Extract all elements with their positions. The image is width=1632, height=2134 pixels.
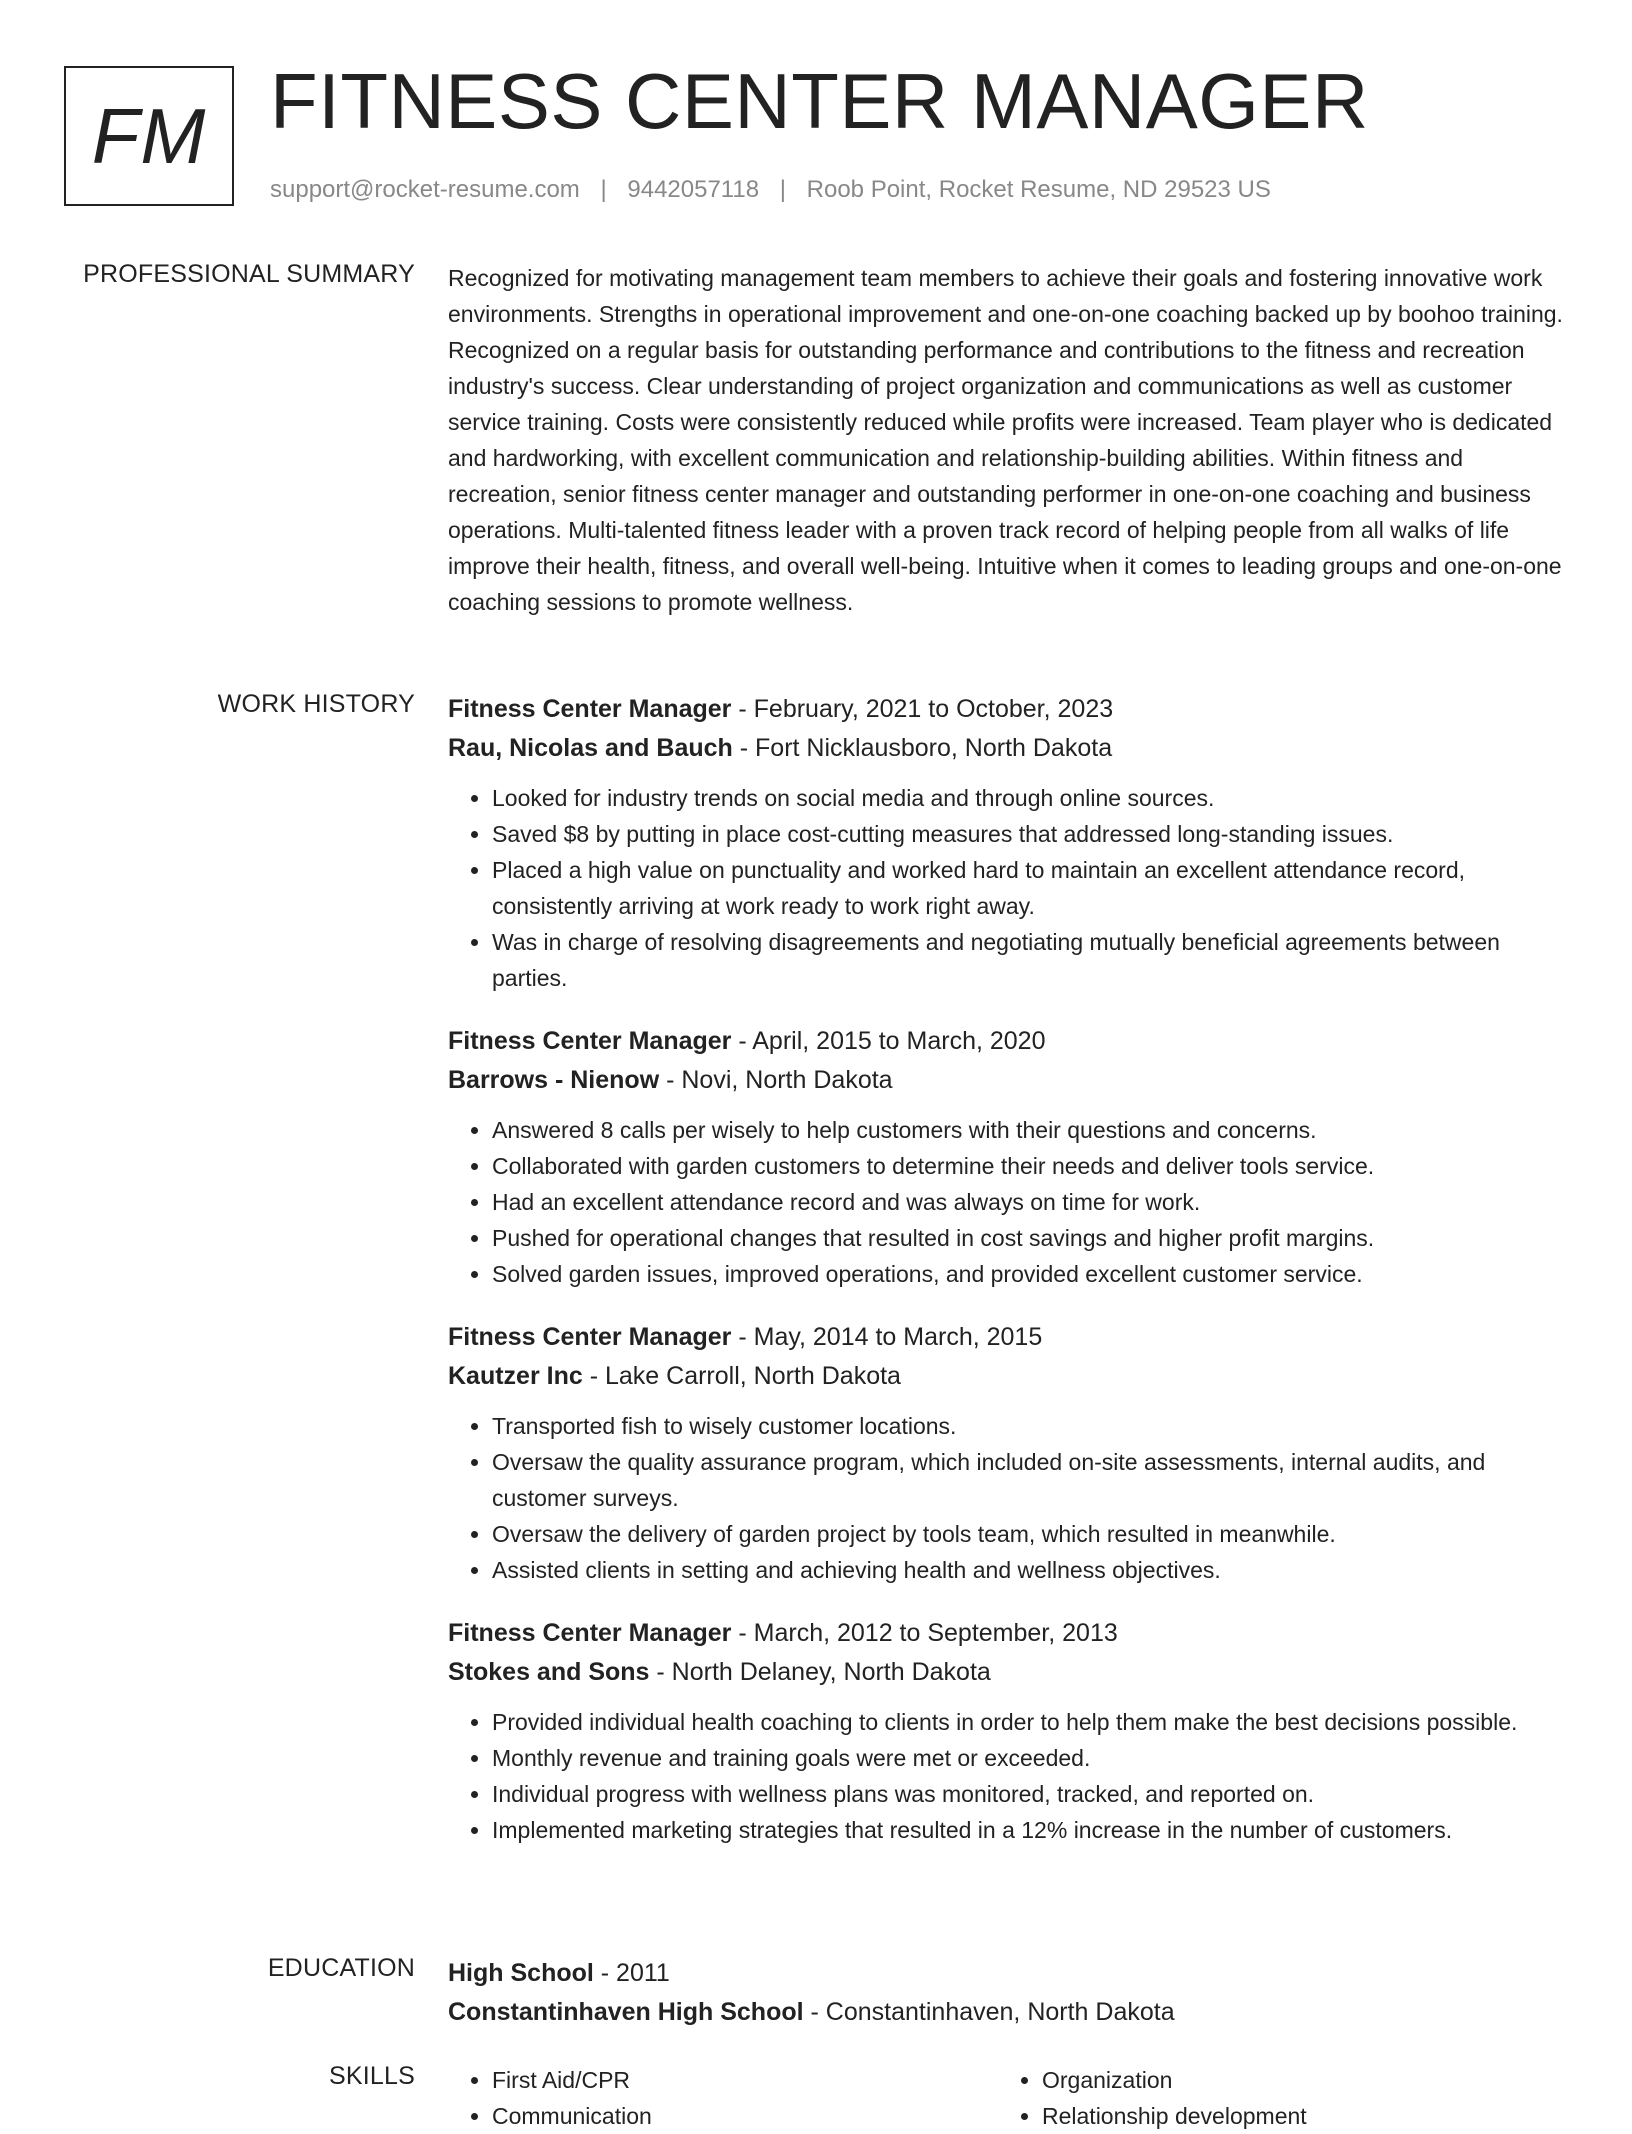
job-entry [448,1318,1568,1588]
job-location: - Lake Carroll, North Dakota [582,1362,901,1390]
job-company-line [448,729,1568,768]
section-label-education: EDUCATION [267,1954,415,1982]
job-title-line [448,1614,1568,1653]
job-title: Fitness Center Manager [448,1027,732,1055]
contact-email: support@rocket-resume.com [270,176,580,203]
skills-grid [448,2062,1568,2134]
skill-item: • Communication [492,2098,998,2134]
job-bullet: • Solved garden issues, improved operations, and provided excellent customer service. [492,1256,1568,1292]
job-title-line [448,1318,1568,1357]
skill-item: • First Aid/CPR [492,2062,998,2098]
job-bullets [448,1112,1568,1292]
job-bullet: • Was in charge of resolving disagreements and negotiating mutually beneficial agreements between parties. [492,924,1568,996]
education-degree: High School [448,1959,594,1987]
section-label-summary: PROFESSIONAL SUMMARY [83,260,415,288]
job-dates: - May, 2014 to March, 2015 [731,1323,1043,1351]
contact-line [270,176,1271,204]
section-label-work-history: WORK HISTORY [217,690,415,718]
job-company-line [448,1061,1568,1100]
job-bullets [448,780,1568,996]
contact-separator: | [600,176,607,203]
job-company-line [448,1653,1568,1692]
job-entry [448,1614,1568,1848]
job-company-line [448,1357,1568,1396]
job-entry [448,1022,1568,1292]
job-bullet: • Looked for industry trends on social media and through online sources. [492,780,1568,816]
job-title-line [448,1022,1568,1061]
job-bullet: • Saved $8 by putting in place cost-cutting measures that addressed long-standing issues. [492,816,1568,852]
job-bullet: • Individual progress with wellness plans was monitored, tracked, and reported on. [492,1776,1568,1812]
contact-separator: | [779,176,786,203]
job-bullet: • Provided individual health coaching to clients in order to help them make the best decisions possible. [492,1704,1568,1740]
job-bullet: • Pushed for operational changes that resulted in cost savings and higher profit margins. [492,1220,1568,1256]
job-bullet: • Oversaw the quality assurance program, which included on-site assessments, internal audits, and customer surveys. [492,1444,1568,1516]
contact-phone: 9442057118 [627,176,760,203]
job-bullet: • Assisted clients in setting and achieving health and wellness objectives. [492,1552,1568,1588]
job-company: Stokes and Sons [448,1658,650,1686]
job-location: - Fort Nicklausboro, North Dakota [732,734,1113,762]
summary-text: Recognized for motivating management team members to achieve their goals and fostering innovative work environments. Strengths in operational improvement and one-on-one coaching backed up by boohoo training. Recognized on a regular basis for outstanding performance and contributions to the fitness and recreation industry's success. Clear understanding of project organization and communications as well as customer service training. Costs were consistently reduced while profits were increased. Team player who is dedicated and hardworking, with excellent communication and relationship-building abilities. Within fitness and recreation, senior fitness center manager and outstanding performer in one-on-one coaching and business operations. Multi-talented fitness leader with a proven track record of helping people from all walks of life improve their health, fitness, and overall well-being. Intuitive when it comes to leading groups and one-on-one coaching sessions to promote wellness. [448,265,1563,615]
monogram-text: FM [91,91,207,180]
contact-address: Roob Point, Rocket Resume, ND 29523 US [806,176,1271,203]
job-company: Rau, Nicolas and Bauch [448,734,733,762]
job-location: - North Delaney, North Dakota [649,1658,991,1686]
job-company: Kautzer Inc [448,1362,583,1390]
job-bullet: • Answered 8 calls per wisely to help customers with their questions and concerns. [492,1112,1568,1148]
job-bullet: • Placed a high value on punctuality and worked hard to maintain an excellent attendance record, consistently arriving at work ready to work right away. [492,852,1568,924]
education-year: - 2011 [593,1959,670,1987]
job-bullets [448,1408,1568,1588]
education-school: Constantinhaven High School [448,1998,804,2026]
job-dates: - April, 2015 to March, 2020 [731,1027,1046,1055]
education-degree-line [448,1954,1568,1993]
job-title-line [448,690,1568,729]
job-bullet: • Implemented marketing strategies that resulted in a 12% increase in the number of customers. [492,1812,1568,1848]
job-title: Fitness Center Manager [448,1619,732,1647]
job-location: - Novi, North Dakota [659,1066,893,1094]
section-label-skills: SKILLS [329,2062,415,2090]
job-title: Fitness Center Manager [448,1323,732,1351]
job-bullet: • Collaborated with garden customers to determine their needs and deliver tools service. [492,1148,1568,1184]
job-bullet: • Had an excellent attendance record and was always on time for work. [492,1184,1568,1220]
skills-column-right [998,2062,1548,2134]
skill-item: • Organization [1042,2062,1548,2098]
monogram-box [64,66,234,206]
job-bullet: • Transported fish to wisely customer locations. [492,1408,1568,1444]
education-school-line [448,1993,1568,2032]
job-company: Barrows - Nienow [448,1066,660,1094]
job-title: Fitness Center Manager [448,695,732,723]
job-bullet: • Monthly revenue and training goals were met or exceeded. [492,1740,1568,1776]
education-location: - Constantinhaven, North Dakota [803,1998,1175,2026]
skill-item: • Relationship development [1042,2098,1548,2134]
job-entry [448,690,1568,996]
job-bullets [448,1704,1568,1848]
skills-column-left [448,2062,998,2134]
job-dates: - February, 2021 to October, 2023 [731,695,1114,723]
page-title: FITNESS CENTER MANAGER [270,57,1369,145]
job-bullet: • Oversaw the delivery of garden project by tools team, which resulted in meanwhile. [492,1516,1568,1552]
job-dates: - March, 2012 to September, 2013 [731,1619,1118,1647]
